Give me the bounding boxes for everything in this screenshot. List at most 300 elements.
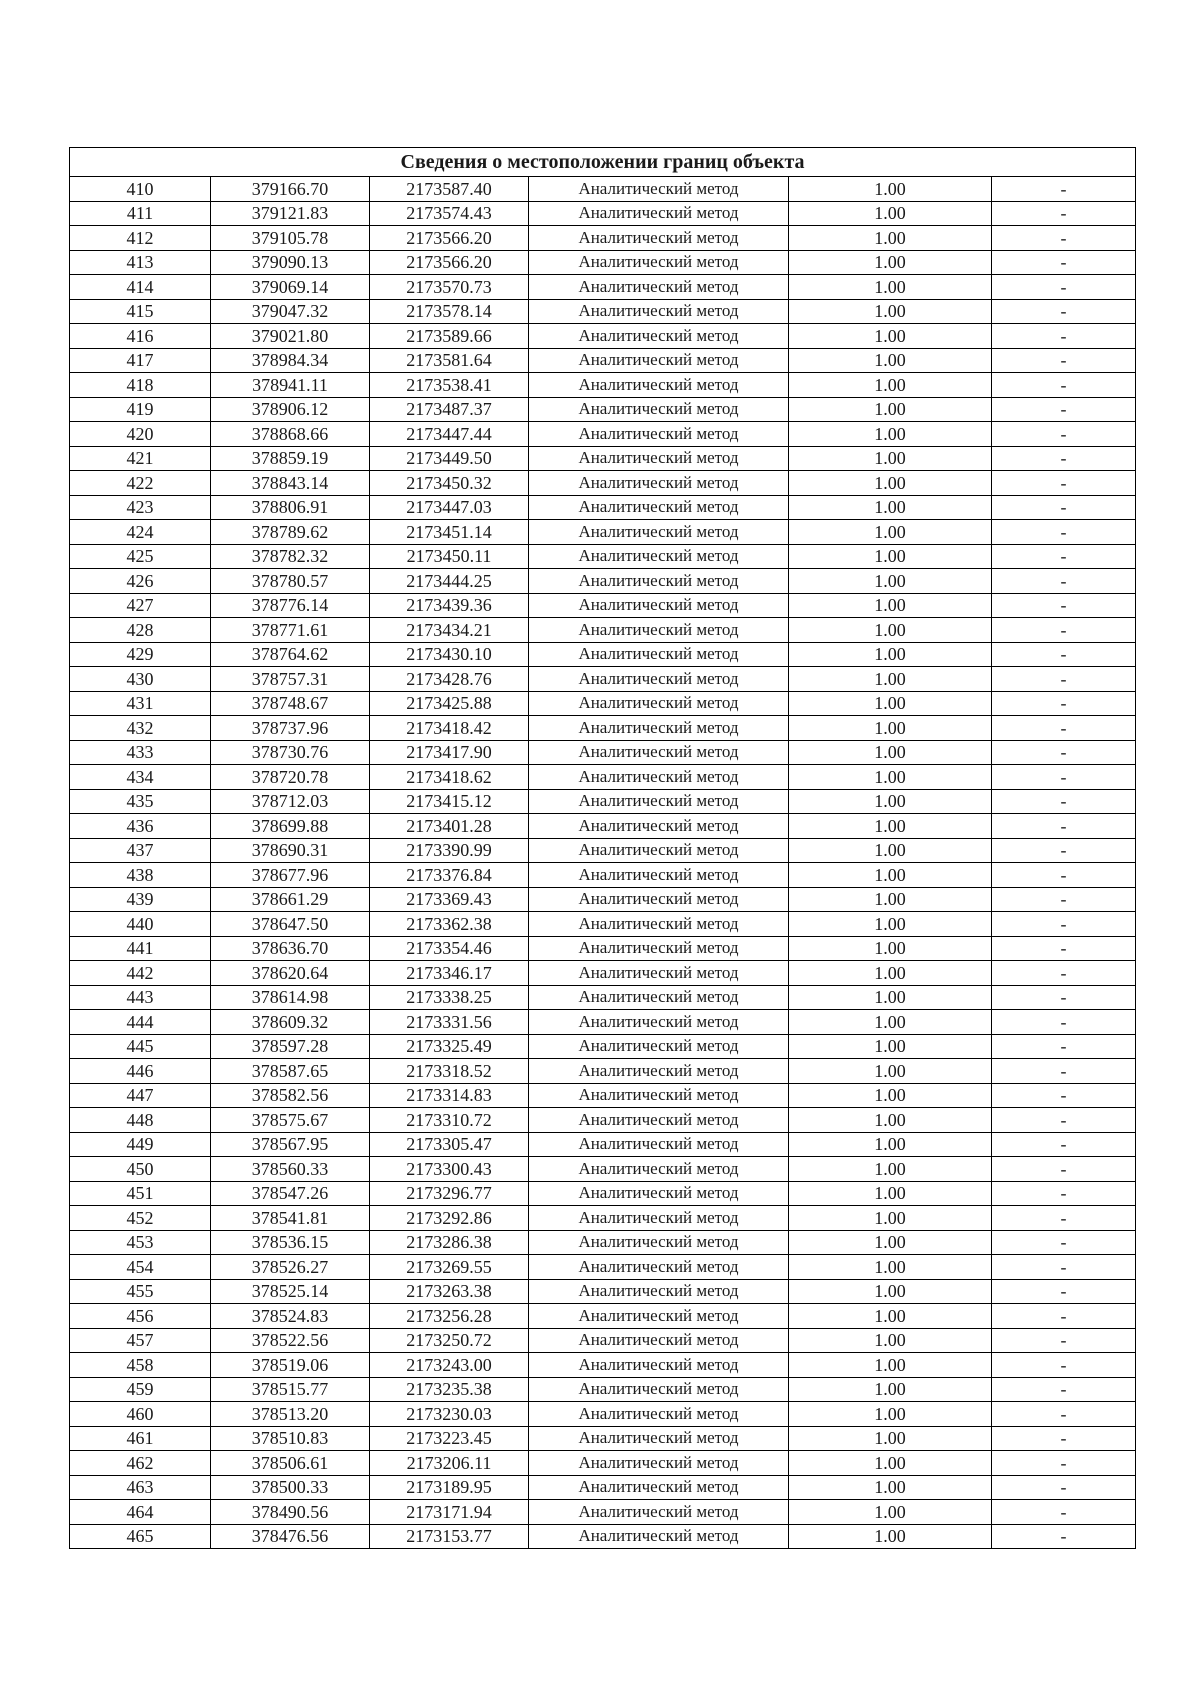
table-row bbox=[70, 961, 1136, 986]
description-cell: - bbox=[992, 1377, 1136, 1402]
point-number-cell: 455 bbox=[70, 1279, 211, 1304]
point-number-cell: 413 bbox=[70, 250, 211, 275]
description-cell: - bbox=[992, 250, 1136, 275]
table-row bbox=[70, 593, 1136, 618]
accuracy-cell: 1.00 bbox=[789, 1255, 992, 1280]
point-number-cell: 418 bbox=[70, 373, 211, 398]
point-number-cell: 431 bbox=[70, 691, 211, 716]
accuracy-cell: 1.00 bbox=[789, 716, 992, 741]
x-coordinate-cell: 378560.33 bbox=[211, 1157, 370, 1182]
method-cell: Аналитический метод bbox=[529, 1377, 789, 1402]
y-coordinate-cell: 2173269.55 bbox=[370, 1255, 529, 1280]
accuracy-cell: 1.00 bbox=[789, 618, 992, 643]
point-number-cell: 419 bbox=[70, 397, 211, 422]
table-row bbox=[70, 863, 1136, 888]
x-coordinate-cell: 378789.62 bbox=[211, 520, 370, 545]
accuracy-cell: 1.00 bbox=[789, 1402, 992, 1427]
method-cell: Аналитический метод bbox=[529, 691, 789, 716]
description-cell: - bbox=[992, 1181, 1136, 1206]
x-coordinate-cell: 378597.28 bbox=[211, 1034, 370, 1059]
x-coordinate-cell: 379166.70 bbox=[211, 177, 370, 202]
accuracy-cell: 1.00 bbox=[789, 348, 992, 373]
method-cell: Аналитический метод bbox=[529, 471, 789, 496]
y-coordinate-cell: 2173346.17 bbox=[370, 961, 529, 986]
method-cell: Аналитический метод bbox=[529, 1230, 789, 1255]
x-coordinate-cell: 378519.06 bbox=[211, 1353, 370, 1378]
y-coordinate-cell: 2173286.38 bbox=[370, 1230, 529, 1255]
table-row bbox=[70, 226, 1136, 251]
method-cell: Аналитический метод bbox=[529, 422, 789, 447]
description-cell: - bbox=[992, 961, 1136, 986]
y-coordinate-cell: 2173296.77 bbox=[370, 1181, 529, 1206]
point-number-cell: 456 bbox=[70, 1304, 211, 1329]
method-cell: Аналитический метод bbox=[529, 1059, 789, 1084]
x-coordinate-cell: 378547.26 bbox=[211, 1181, 370, 1206]
description-cell: - bbox=[992, 1034, 1136, 1059]
method-cell: Аналитический метод bbox=[529, 985, 789, 1010]
description-cell: - bbox=[992, 177, 1136, 202]
y-coordinate-cell: 2173566.20 bbox=[370, 250, 529, 275]
method-cell: Аналитический метод bbox=[529, 201, 789, 226]
table-row bbox=[70, 1328, 1136, 1353]
method-cell: Аналитический метод bbox=[529, 1328, 789, 1353]
point-number-cell: 412 bbox=[70, 226, 211, 251]
table-row bbox=[70, 618, 1136, 643]
x-coordinate-cell: 378500.33 bbox=[211, 1475, 370, 1500]
y-coordinate-cell: 2173318.52 bbox=[370, 1059, 529, 1084]
table-row bbox=[70, 716, 1136, 741]
accuracy-cell: 1.00 bbox=[789, 814, 992, 839]
y-coordinate-cell: 2173581.64 bbox=[370, 348, 529, 373]
table-row bbox=[70, 740, 1136, 765]
table-row bbox=[70, 765, 1136, 790]
point-number-cell: 434 bbox=[70, 765, 211, 790]
method-cell: Аналитический метод bbox=[529, 1402, 789, 1427]
accuracy-cell: 1.00 bbox=[789, 667, 992, 692]
y-coordinate-cell: 2173314.83 bbox=[370, 1083, 529, 1108]
point-number-cell: 447 bbox=[70, 1083, 211, 1108]
y-coordinate-cell: 2173439.36 bbox=[370, 593, 529, 618]
method-cell: Аналитический метод bbox=[529, 348, 789, 373]
method-cell: Аналитический метод bbox=[529, 373, 789, 398]
point-number-cell: 426 bbox=[70, 569, 211, 594]
x-coordinate-cell: 378906.12 bbox=[211, 397, 370, 422]
description-cell: - bbox=[992, 863, 1136, 888]
method-cell: Аналитический метод bbox=[529, 1083, 789, 1108]
accuracy-cell: 1.00 bbox=[789, 324, 992, 349]
table-body bbox=[70, 177, 1136, 1549]
x-coordinate-cell: 379121.83 bbox=[211, 201, 370, 226]
y-coordinate-cell: 2173250.72 bbox=[370, 1328, 529, 1353]
point-number-cell: 452 bbox=[70, 1206, 211, 1231]
accuracy-cell: 1.00 bbox=[789, 1353, 992, 1378]
accuracy-cell: 1.00 bbox=[789, 1010, 992, 1035]
table-row bbox=[70, 1010, 1136, 1035]
x-coordinate-cell: 378748.67 bbox=[211, 691, 370, 716]
y-coordinate-cell: 2173354.46 bbox=[370, 936, 529, 961]
method-cell: Аналитический метод bbox=[529, 838, 789, 863]
x-coordinate-cell: 378984.34 bbox=[211, 348, 370, 373]
table-title-row bbox=[70, 148, 1136, 177]
description-cell: - bbox=[992, 1524, 1136, 1549]
y-coordinate-cell: 2173256.28 bbox=[370, 1304, 529, 1329]
description-cell: - bbox=[992, 985, 1136, 1010]
table-row bbox=[70, 936, 1136, 961]
method-cell: Аналитический метод bbox=[529, 569, 789, 594]
point-number-cell: 436 bbox=[70, 814, 211, 839]
table-row bbox=[70, 324, 1136, 349]
method-cell: Аналитический метод bbox=[529, 1108, 789, 1133]
accuracy-cell: 1.00 bbox=[789, 397, 992, 422]
y-coordinate-cell: 2173230.03 bbox=[370, 1402, 529, 1427]
description-cell: - bbox=[992, 1206, 1136, 1231]
y-coordinate-cell: 2173331.56 bbox=[370, 1010, 529, 1035]
accuracy-cell: 1.00 bbox=[789, 1524, 992, 1549]
point-number-cell: 425 bbox=[70, 544, 211, 569]
accuracy-cell: 1.00 bbox=[789, 520, 992, 545]
x-coordinate-cell: 378524.83 bbox=[211, 1304, 370, 1329]
accuracy-cell: 1.00 bbox=[789, 863, 992, 888]
point-number-cell: 429 bbox=[70, 642, 211, 667]
accuracy-cell: 1.00 bbox=[789, 1304, 992, 1329]
y-coordinate-cell: 2173418.62 bbox=[370, 765, 529, 790]
method-cell: Аналитический метод bbox=[529, 275, 789, 300]
table-row bbox=[70, 838, 1136, 863]
accuracy-cell: 1.00 bbox=[789, 1083, 992, 1108]
point-number-cell: 428 bbox=[70, 618, 211, 643]
table-row bbox=[70, 569, 1136, 594]
x-coordinate-cell: 378737.96 bbox=[211, 716, 370, 741]
point-number-cell: 451 bbox=[70, 1181, 211, 1206]
method-cell: Аналитический метод bbox=[529, 1279, 789, 1304]
table-row bbox=[70, 1304, 1136, 1329]
table-row bbox=[70, 422, 1136, 447]
x-coordinate-cell: 378868.66 bbox=[211, 422, 370, 447]
accuracy-cell: 1.00 bbox=[789, 838, 992, 863]
method-cell: Аналитический метод bbox=[529, 716, 789, 741]
table-title: Сведения о местоположении границ объекта bbox=[70, 148, 1136, 177]
method-cell: Аналитический метод bbox=[529, 642, 789, 667]
y-coordinate-cell: 2173305.47 bbox=[370, 1132, 529, 1157]
accuracy-cell: 1.00 bbox=[789, 299, 992, 324]
method-cell: Аналитический метод bbox=[529, 1353, 789, 1378]
description-cell: - bbox=[992, 1353, 1136, 1378]
point-number-cell: 450 bbox=[70, 1157, 211, 1182]
table-row bbox=[70, 1132, 1136, 1157]
x-coordinate-cell: 378757.31 bbox=[211, 667, 370, 692]
point-number-cell: 420 bbox=[70, 422, 211, 447]
description-cell: - bbox=[992, 814, 1136, 839]
table-row bbox=[70, 544, 1136, 569]
y-coordinate-cell: 2173428.76 bbox=[370, 667, 529, 692]
y-coordinate-cell: 2173578.14 bbox=[370, 299, 529, 324]
method-cell: Аналитический метод bbox=[529, 324, 789, 349]
y-coordinate-cell: 2173589.66 bbox=[370, 324, 529, 349]
point-number-cell: 432 bbox=[70, 716, 211, 741]
x-coordinate-cell: 378490.56 bbox=[211, 1500, 370, 1525]
y-coordinate-cell: 2173538.41 bbox=[370, 373, 529, 398]
accuracy-cell: 1.00 bbox=[789, 691, 992, 716]
x-coordinate-cell: 378843.14 bbox=[211, 471, 370, 496]
y-coordinate-cell: 2173447.03 bbox=[370, 495, 529, 520]
accuracy-cell: 1.00 bbox=[789, 1426, 992, 1451]
x-coordinate-cell: 378620.64 bbox=[211, 961, 370, 986]
boundary-coordinates-table bbox=[69, 147, 1136, 1549]
description-cell: - bbox=[992, 348, 1136, 373]
table-row bbox=[70, 250, 1136, 275]
table-row bbox=[70, 1475, 1136, 1500]
point-number-cell: 421 bbox=[70, 446, 211, 471]
point-number-cell: 430 bbox=[70, 667, 211, 692]
method-cell: Аналитический метод bbox=[529, 667, 789, 692]
method-cell: Аналитический метод bbox=[529, 495, 789, 520]
x-coordinate-cell: 378525.14 bbox=[211, 1279, 370, 1304]
accuracy-cell: 1.00 bbox=[789, 177, 992, 202]
y-coordinate-cell: 2173450.11 bbox=[370, 544, 529, 569]
description-cell: - bbox=[992, 1059, 1136, 1084]
y-coordinate-cell: 2173449.50 bbox=[370, 446, 529, 471]
y-coordinate-cell: 2173451.14 bbox=[370, 520, 529, 545]
table-row bbox=[70, 201, 1136, 226]
x-coordinate-cell: 378776.14 bbox=[211, 593, 370, 618]
table-row bbox=[70, 299, 1136, 324]
accuracy-cell: 1.00 bbox=[789, 642, 992, 667]
y-coordinate-cell: 2173587.40 bbox=[370, 177, 529, 202]
x-coordinate-cell: 378587.65 bbox=[211, 1059, 370, 1084]
description-cell: - bbox=[992, 593, 1136, 618]
table-row bbox=[70, 1083, 1136, 1108]
method-cell: Аналитический метод bbox=[529, 814, 789, 839]
description-cell: - bbox=[992, 838, 1136, 863]
x-coordinate-cell: 378661.29 bbox=[211, 887, 370, 912]
y-coordinate-cell: 2173444.25 bbox=[370, 569, 529, 594]
table-row bbox=[70, 177, 1136, 202]
y-coordinate-cell: 2173434.21 bbox=[370, 618, 529, 643]
x-coordinate-cell: 378513.20 bbox=[211, 1402, 370, 1427]
point-number-cell: 423 bbox=[70, 495, 211, 520]
point-number-cell: 446 bbox=[70, 1059, 211, 1084]
y-coordinate-cell: 2173300.43 bbox=[370, 1157, 529, 1182]
description-cell: - bbox=[992, 1132, 1136, 1157]
y-coordinate-cell: 2173418.42 bbox=[370, 716, 529, 741]
point-number-cell: 437 bbox=[70, 838, 211, 863]
accuracy-cell: 1.00 bbox=[789, 1059, 992, 1084]
x-coordinate-cell: 379105.78 bbox=[211, 226, 370, 251]
table-row bbox=[70, 887, 1136, 912]
description-cell: - bbox=[992, 201, 1136, 226]
table-row bbox=[70, 1108, 1136, 1133]
point-number-cell: 433 bbox=[70, 740, 211, 765]
point-number-cell: 453 bbox=[70, 1230, 211, 1255]
point-number-cell: 463 bbox=[70, 1475, 211, 1500]
table-row bbox=[70, 471, 1136, 496]
table-row bbox=[70, 1206, 1136, 1231]
description-cell: - bbox=[992, 520, 1136, 545]
point-number-cell: 449 bbox=[70, 1132, 211, 1157]
table-row bbox=[70, 789, 1136, 814]
point-number-cell: 435 bbox=[70, 789, 211, 814]
description-cell: - bbox=[992, 471, 1136, 496]
x-coordinate-cell: 378780.57 bbox=[211, 569, 370, 594]
x-coordinate-cell: 379047.32 bbox=[211, 299, 370, 324]
point-number-cell: 448 bbox=[70, 1108, 211, 1133]
x-coordinate-cell: 378764.62 bbox=[211, 642, 370, 667]
description-cell: - bbox=[992, 740, 1136, 765]
method-cell: Аналитический метод bbox=[529, 593, 789, 618]
method-cell: Аналитический метод bbox=[529, 177, 789, 202]
x-coordinate-cell: 379021.80 bbox=[211, 324, 370, 349]
point-number-cell: 443 bbox=[70, 985, 211, 1010]
point-number-cell: 438 bbox=[70, 863, 211, 888]
table-row bbox=[70, 1279, 1136, 1304]
description-cell: - bbox=[992, 299, 1136, 324]
description-cell: - bbox=[992, 397, 1136, 422]
accuracy-cell: 1.00 bbox=[789, 250, 992, 275]
point-number-cell: 439 bbox=[70, 887, 211, 912]
description-cell: - bbox=[992, 324, 1136, 349]
accuracy-cell: 1.00 bbox=[789, 569, 992, 594]
y-coordinate-cell: 2173570.73 bbox=[370, 275, 529, 300]
table-row bbox=[70, 642, 1136, 667]
method-cell: Аналитический метод bbox=[529, 1426, 789, 1451]
x-coordinate-cell: 378712.03 bbox=[211, 789, 370, 814]
table-row bbox=[70, 1426, 1136, 1451]
y-coordinate-cell: 2173376.84 bbox=[370, 863, 529, 888]
point-number-cell: 410 bbox=[70, 177, 211, 202]
method-cell: Аналитический метод bbox=[529, 226, 789, 251]
method-cell: Аналитический метод bbox=[529, 397, 789, 422]
accuracy-cell: 1.00 bbox=[789, 961, 992, 986]
method-cell: Аналитический метод bbox=[529, 912, 789, 937]
y-coordinate-cell: 2173243.00 bbox=[370, 1353, 529, 1378]
x-coordinate-cell: 378609.32 bbox=[211, 1010, 370, 1035]
method-cell: Аналитический метод bbox=[529, 1010, 789, 1035]
y-coordinate-cell: 2173566.20 bbox=[370, 226, 529, 251]
point-number-cell: 460 bbox=[70, 1402, 211, 1427]
y-coordinate-cell: 2173171.94 bbox=[370, 1500, 529, 1525]
point-number-cell: 465 bbox=[70, 1524, 211, 1549]
table-row bbox=[70, 373, 1136, 398]
accuracy-cell: 1.00 bbox=[789, 1157, 992, 1182]
x-coordinate-cell: 379090.13 bbox=[211, 250, 370, 275]
y-coordinate-cell: 2173425.88 bbox=[370, 691, 529, 716]
method-cell: Аналитический метод bbox=[529, 1524, 789, 1549]
table-row bbox=[70, 1524, 1136, 1549]
accuracy-cell: 1.00 bbox=[789, 936, 992, 961]
y-coordinate-cell: 2173369.43 bbox=[370, 887, 529, 912]
accuracy-cell: 1.00 bbox=[789, 1377, 992, 1402]
description-cell: - bbox=[992, 1475, 1136, 1500]
description-cell: - bbox=[992, 1010, 1136, 1035]
description-cell: - bbox=[992, 1426, 1136, 1451]
y-coordinate-cell: 2173450.32 bbox=[370, 471, 529, 496]
point-number-cell: 427 bbox=[70, 593, 211, 618]
x-coordinate-cell: 378567.95 bbox=[211, 1132, 370, 1157]
y-coordinate-cell: 2173338.25 bbox=[370, 985, 529, 1010]
table-row bbox=[70, 1255, 1136, 1280]
method-cell: Аналитический метод bbox=[529, 1157, 789, 1182]
y-coordinate-cell: 2173292.86 bbox=[370, 1206, 529, 1231]
table-row bbox=[70, 495, 1136, 520]
x-coordinate-cell: 378782.32 bbox=[211, 544, 370, 569]
accuracy-cell: 1.00 bbox=[789, 1206, 992, 1231]
table-row bbox=[70, 691, 1136, 716]
table-row bbox=[70, 520, 1136, 545]
description-cell: - bbox=[992, 765, 1136, 790]
point-number-cell: 411 bbox=[70, 201, 211, 226]
table-row bbox=[70, 1451, 1136, 1476]
x-coordinate-cell: 378522.56 bbox=[211, 1328, 370, 1353]
point-number-cell: 461 bbox=[70, 1426, 211, 1451]
method-cell: Аналитический метод bbox=[529, 789, 789, 814]
accuracy-cell: 1.00 bbox=[789, 495, 992, 520]
x-coordinate-cell: 378506.61 bbox=[211, 1451, 370, 1476]
description-cell: - bbox=[992, 1108, 1136, 1133]
accuracy-cell: 1.00 bbox=[789, 912, 992, 937]
description-cell: - bbox=[992, 495, 1136, 520]
table-row bbox=[70, 1500, 1136, 1525]
table-row bbox=[70, 912, 1136, 937]
method-cell: Аналитический метод bbox=[529, 1451, 789, 1476]
y-coordinate-cell: 2173417.90 bbox=[370, 740, 529, 765]
description-cell: - bbox=[992, 1230, 1136, 1255]
y-coordinate-cell: 2173390.99 bbox=[370, 838, 529, 863]
accuracy-cell: 1.00 bbox=[789, 471, 992, 496]
description-cell: - bbox=[992, 642, 1136, 667]
x-coordinate-cell: 378476.56 bbox=[211, 1524, 370, 1549]
description-cell: - bbox=[992, 691, 1136, 716]
accuracy-cell: 1.00 bbox=[789, 226, 992, 251]
accuracy-cell: 1.00 bbox=[789, 1108, 992, 1133]
point-number-cell: 459 bbox=[70, 1377, 211, 1402]
y-coordinate-cell: 2173310.72 bbox=[370, 1108, 529, 1133]
method-cell: Аналитический метод bbox=[529, 250, 789, 275]
y-coordinate-cell: 2173206.11 bbox=[370, 1451, 529, 1476]
point-number-cell: 422 bbox=[70, 471, 211, 496]
table-row bbox=[70, 1059, 1136, 1084]
y-coordinate-cell: 2173401.28 bbox=[370, 814, 529, 839]
point-number-cell: 442 bbox=[70, 961, 211, 986]
table-row bbox=[70, 1181, 1136, 1206]
table-row bbox=[70, 814, 1136, 839]
table-row bbox=[70, 397, 1136, 422]
method-cell: Аналитический метод bbox=[529, 618, 789, 643]
method-cell: Аналитический метод bbox=[529, 961, 789, 986]
y-coordinate-cell: 2173235.38 bbox=[370, 1377, 529, 1402]
table-row bbox=[70, 275, 1136, 300]
method-cell: Аналитический метод bbox=[529, 863, 789, 888]
description-cell: - bbox=[992, 373, 1136, 398]
method-cell: Аналитический метод bbox=[529, 1034, 789, 1059]
accuracy-cell: 1.00 bbox=[789, 275, 992, 300]
table-row bbox=[70, 1353, 1136, 1378]
method-cell: Аналитический метод bbox=[529, 520, 789, 545]
x-coordinate-cell: 378677.96 bbox=[211, 863, 370, 888]
method-cell: Аналитический метод bbox=[529, 299, 789, 324]
method-cell: Аналитический метод bbox=[529, 1500, 789, 1525]
x-coordinate-cell: 378541.81 bbox=[211, 1206, 370, 1231]
description-cell: - bbox=[992, 226, 1136, 251]
description-cell: - bbox=[992, 1500, 1136, 1525]
description-cell: - bbox=[992, 1402, 1136, 1427]
accuracy-cell: 1.00 bbox=[789, 740, 992, 765]
accuracy-cell: 1.00 bbox=[789, 1451, 992, 1476]
accuracy-cell: 1.00 bbox=[789, 1181, 992, 1206]
x-coordinate-cell: 378614.98 bbox=[211, 985, 370, 1010]
point-number-cell: 444 bbox=[70, 1010, 211, 1035]
x-coordinate-cell: 378690.31 bbox=[211, 838, 370, 863]
point-number-cell: 445 bbox=[70, 1034, 211, 1059]
